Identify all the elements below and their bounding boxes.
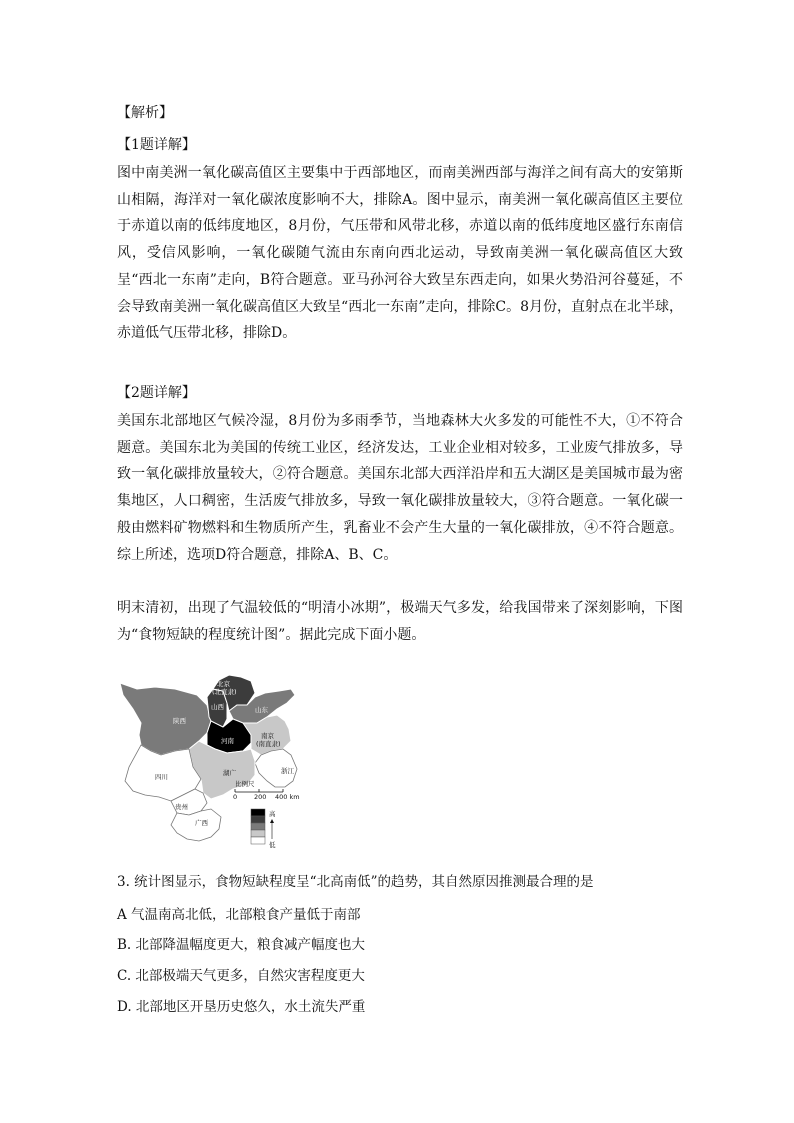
legend-swatch-2 — [251, 816, 265, 823]
scale-tick-0: 0 — [233, 793, 238, 801]
q2-explanation: 美国东北部地区气候冷湿，8月份为多雨季节，当地森林大火多发的可能性不大，①不符合题意。美国东北为美国的传统工业区，经济发达，工业企业相对较多，工业废气排放多，导致一氧化碳排放量较大，②符合题意。美国东北部大西洋沿岸和五大湖区是美国城市最为密集地区，人口稠密，生活废气排放多，导致一氧化碳排放量较大，③符合题意。一氧化碳一般由燃料矿物燃料和生物质所产生，乳畜业不会产生大量的一氧化碳排放，④不符合题意。综上所述，选项D符合题意，排除A、B、C。 — [117, 413, 683, 563]
label-beijing: 北京 — [217, 680, 230, 688]
legend-low: 低 — [269, 841, 276, 849]
scale-tick-400: 400 km — [275, 793, 300, 801]
legend — [251, 809, 276, 849]
option-b: B. 北部降温幅度更大，粮食减产幅度也大 — [117, 937, 366, 953]
legend-swatch-3 — [251, 823, 265, 830]
label-nanjing: 南京 — [261, 732, 274, 740]
legend-high: 高 — [269, 810, 276, 818]
label-huguang: 湖广 — [223, 769, 236, 777]
q2-header: 【2题详解】 — [117, 385, 196, 401]
question-stem: 3. 统计图显示，食物短缺程度呈“北高南低”的趋势，其自然原因推测最合理的是 — [117, 874, 594, 890]
label-shandong: 山东 — [255, 706, 268, 714]
scale-label: 比例尺 — [235, 780, 255, 788]
label-nanzhili: (南直隶) — [256, 740, 281, 748]
label-sichuan: 四川 — [155, 773, 168, 781]
legend-swatch-1 — [251, 809, 265, 816]
label-zhejiang: 浙江 — [281, 767, 294, 775]
scale-tick-200: 200 — [254, 793, 267, 801]
label-henan: 河南 — [221, 737, 234, 745]
label-guizhou: 贵州 — [175, 803, 188, 811]
label-beizhili: (北直隶) — [212, 688, 237, 696]
label-guangxi: 广西 — [195, 819, 208, 827]
label-shaanxi: 陕西 — [173, 717, 186, 725]
q1-header: 【1题详解】 — [117, 137, 196, 153]
analysis-label: 【解析】 — [117, 105, 173, 121]
food-shortage-map — [115, 675, 315, 860]
legend-swatch-5 — [251, 837, 265, 844]
option-c: C. 北部极端天气更多，自然灾害程度更大 — [117, 968, 365, 984]
label-shanxi: 山西 — [211, 703, 224, 711]
option-a: A 气温南高北低，北部粮食产量低于南部 — [117, 907, 361, 923]
intro-paragraph: 明末清初，出现了气温较低的“明清小冰期”，极端天气多发，给我国带来了深刻影响，下图为“食物短缺的程度统计图”。据此完成下面小题。 — [117, 600, 683, 643]
legend-swatch-4 — [251, 830, 265, 837]
option-d: D. 北部地区开垦历史悠久，水土流失严重 — [117, 999, 366, 1015]
q1-explanation: 图中南美洲一氧化碳高值区主要集中于西部地区，而南美洲西部与海洋之间有高大的安第斯山相隔，海洋对一氧化碳浓度影响不大，排除A。图中显示，南美洲一氧化碳高值区主要位于赤道以南的低纬度地区，8月份，气压带和风带北移，赤道以南的低纬度地区盛行东南信风，受信风影响，一氧化碳随气流由东南向西北运动，导致南美洲一氧化碳高值区大致呈“西北一东南”走向，B符合题意。亚马孙河谷大致呈东西走向，如果火势沿河谷蔓延，不会导致南美洲一氧化碳高值区大致呈“西北一东南”走向，排除C。8月份，直射点在北半球，赤道低气压带北移，排除D。 — [117, 165, 683, 342]
